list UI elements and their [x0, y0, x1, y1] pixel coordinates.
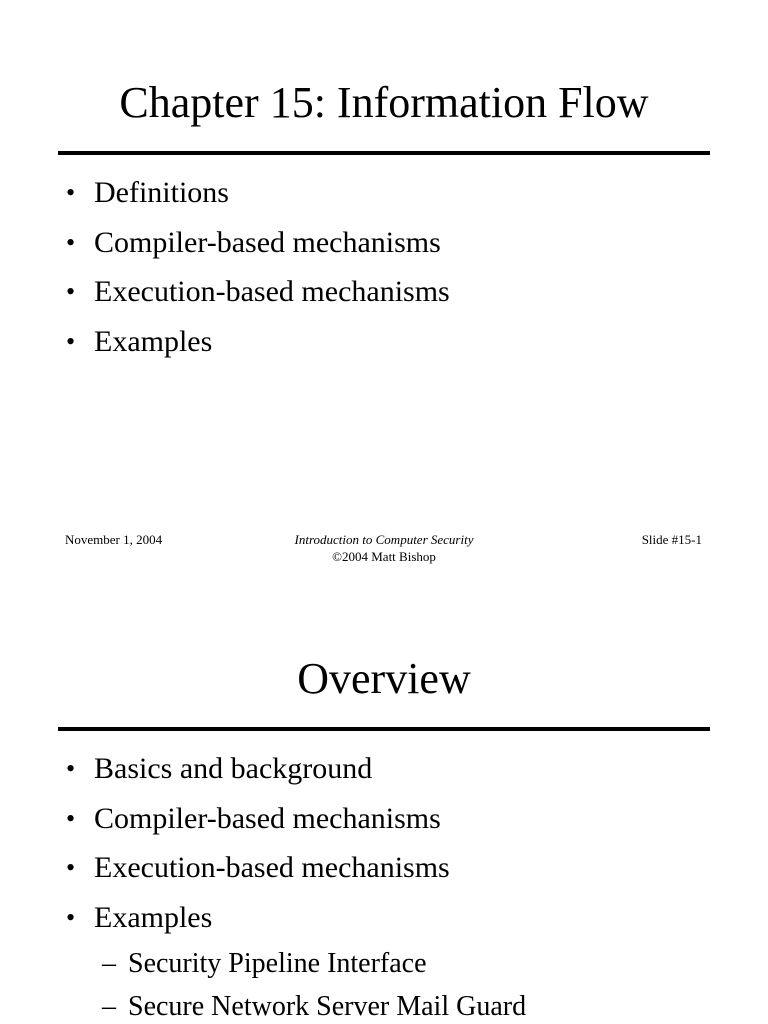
- bullet-text: Execution-based mechanisms: [94, 275, 450, 308]
- slide-overview: [0, 576, 768, 1024]
- bullet-text: Compiler-based mechanisms: [94, 801, 441, 835]
- bullet-icon: •: [66, 277, 76, 306]
- sub-bullet-text: Security Pipeline Interface: [128, 948, 427, 979]
- bullet-icon: •: [66, 803, 76, 833]
- bullet-icon: •: [66, 326, 76, 356]
- title-divider: [58, 151, 710, 155]
- bullet-text: Examples: [94, 900, 213, 934]
- footer-course-title: Introduction to Computer Security: [294, 532, 474, 547]
- bullet-icon: •: [66, 853, 76, 882]
- bullet-text: Compiler-based mechanisms: [94, 225, 441, 259]
- sub-bullet-text: Secure Network Server Mail Guard: [128, 991, 527, 1022]
- bullet-text: Execution-based mechanisms: [94, 851, 450, 884]
- footer-date: November 1, 2004: [65, 532, 163, 547]
- bullet-text: Definitions: [94, 176, 229, 209]
- footer-copyright: ©2004 Matt Bishop: [332, 549, 436, 564]
- bullet-text: Basics and background: [94, 752, 373, 785]
- slide-title: Overview: [297, 654, 471, 703]
- bullet-icon: •: [66, 902, 76, 932]
- bullet-text: Examples: [94, 324, 213, 358]
- dash-icon: –: [102, 991, 116, 1022]
- dash-icon: –: [102, 948, 116, 979]
- bullet-icon: •: [66, 227, 76, 257]
- title-divider: [58, 727, 710, 731]
- bullet-icon: •: [66, 754, 76, 783]
- footer-slide-number: Slide #15-1: [641, 532, 702, 547]
- slide-title: Chapter 15: Information Flow: [119, 78, 649, 127]
- bullet-icon: •: [66, 178, 76, 207]
